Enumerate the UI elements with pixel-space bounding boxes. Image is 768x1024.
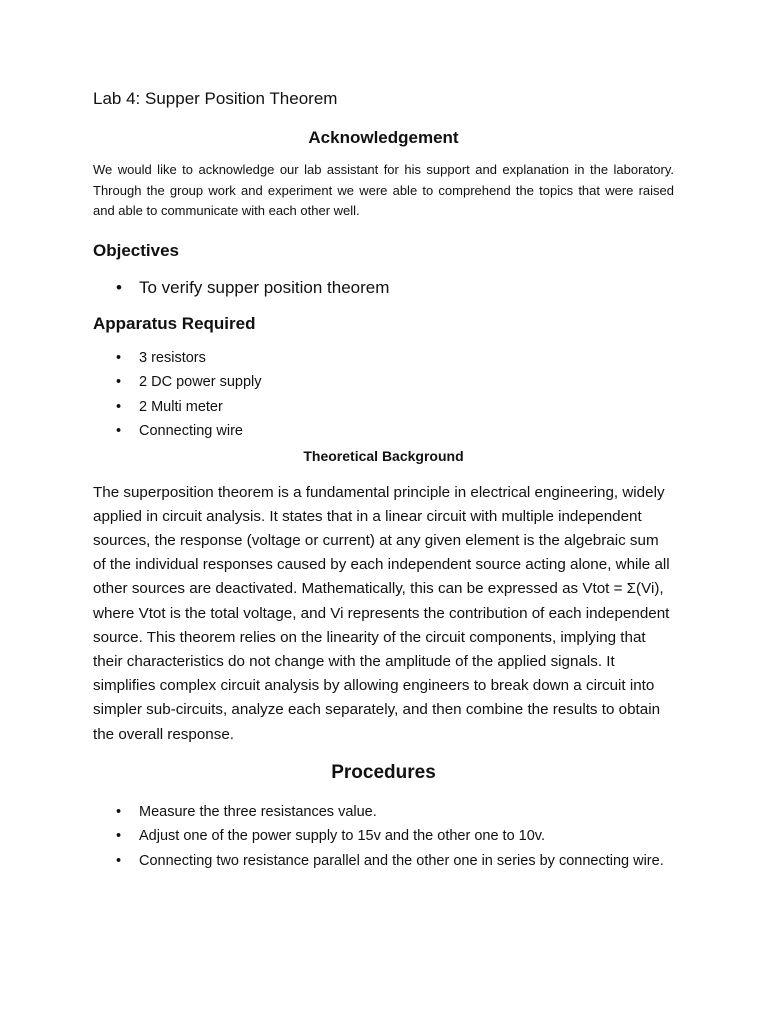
bullet-icon: • [116,852,122,869]
acknowledgement-heading: Acknowledgement [308,128,459,147]
apparatus-item [93,419,674,444]
lab-title: Lab 4: Supper Position Theorem [93,89,338,108]
objectives-heading: Objectives [93,240,179,260]
objective-item [93,276,674,300]
theory-text: The superposition theorem is a fundamental principle in electrical engineering, widely applied in circuit analysis. It states that in a linear circuit with multiple independent sources, the response (voltage or current) at any given element is the algebraic sum of the individual responses caused by each independent source acting alone, while all other sources are deactivated. Mathematically, this can be expressed as Vtot = Σ(Vi), where Vtot is the total voltage, and Vi represents the contribution of each independent source. This theorem relies on the linearity of the circuit components, implying that their characteristics do not change with the amplitude of the applied signals. It simplifies complex circuit analysis by allowing engineers to break down a circuit into simpler sub-circuits, analyze each separately, and then combine the results to obtain the overall response. [93,483,670,743]
apparatus-item [93,395,674,420]
procedures-heading: Procedures [331,761,436,783]
apparatus-item-text: Connecting wire [139,423,243,439]
bullet-icon: • [116,803,122,820]
procedure-item-text: Adjust one of the power supply to 15v and the other one to 10v. [139,828,546,845]
apparatus-item-text: 2 DC power supply [139,374,262,390]
document-page [93,86,674,873]
apparatus-item [93,346,674,371]
bullet-icon: • [116,398,122,415]
procedure-item-text: Connecting two resistance parallel and the other one in series by connecting wire. [139,852,664,869]
bullet-icon: • [116,277,122,297]
procedure-item [93,849,674,874]
bullet-icon: • [116,374,122,390]
bullet-icon: • [116,423,122,439]
apparatus-item-text: 2 Multi meter [139,398,223,415]
apparatus-item [93,370,674,395]
theory-heading: Theoretical Background [303,447,464,464]
apparatus-item-text: 3 resistors [139,349,206,366]
procedures-list [93,800,674,874]
bullet-icon: • [116,349,122,366]
procedure-item [93,824,674,849]
acknowledgement-text: We would like to acknowledge our lab assistant for his support and explanation in the laboratory. Through the group work and experiment we were able to comprehend the topics that were raised and able to communicate with each other well. [93,162,674,218]
apparatus-heading: Apparatus Required [93,313,256,333]
objectives-list [93,276,674,300]
procedure-item [93,800,674,825]
apparatus-list [93,346,674,444]
bullet-icon: • [116,828,122,845]
objective-item-text: To verify supper position theorem [139,277,390,297]
procedure-item-text: Measure the three resistances value. [139,803,377,820]
